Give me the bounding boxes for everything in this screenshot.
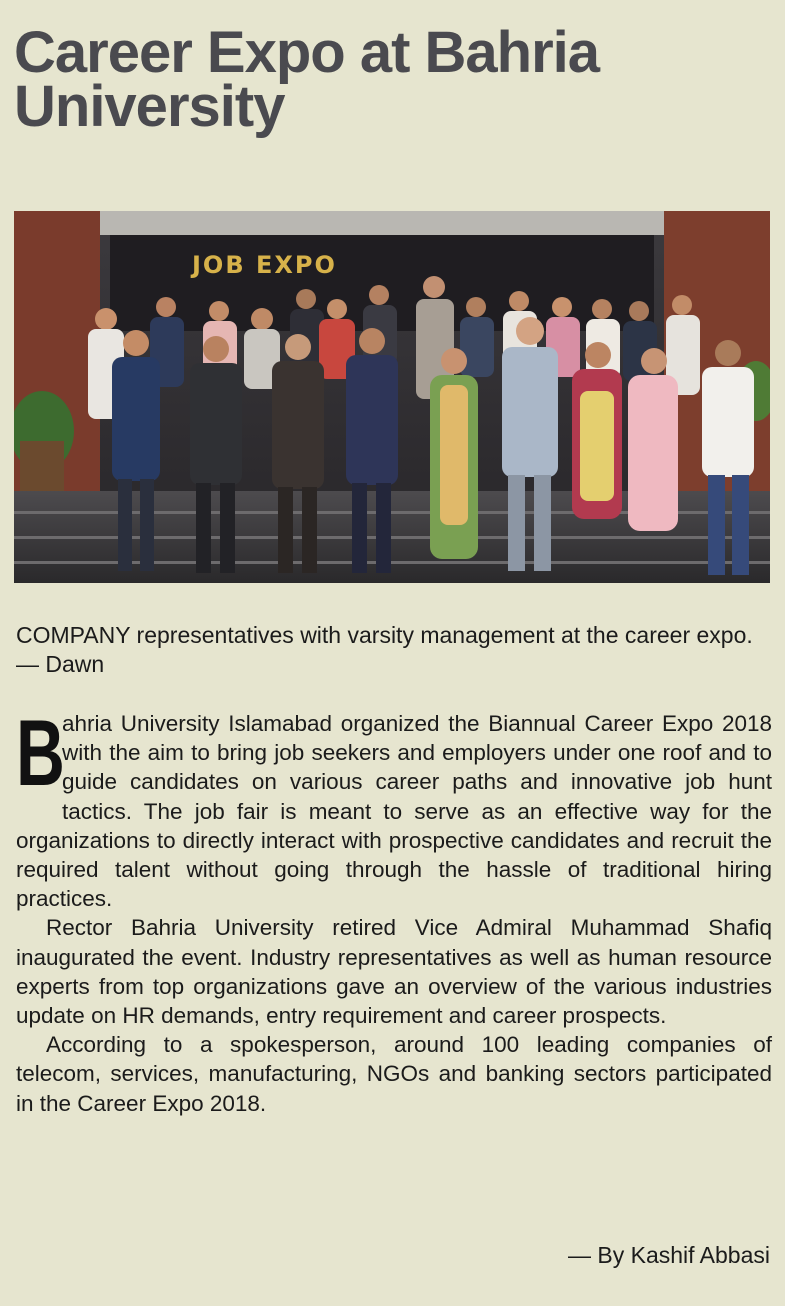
paragraph-1-text: ahria University Islamabad organized the Biannual Career Expo 2018 with the aim to bring job seekers and employers under one roof and to guide candidates on various career paths and innovative job hunt tactics. The job fair is meant to serve as an effective way for the organizations to directly interact with prospective candidates and recruit the required talent without going through the hassle of traditional hiring practices.	[16, 711, 772, 912]
paragraph-3: According to a spokesperson, around 100 leading companies of telecom, services, manufacturing, NGOs and banking sectors participated in the Career Expo 2018.	[16, 1032, 772, 1116]
paragraph-1	[16, 700, 772, 913]
photo-caption: COMPANY representatives with varsity management at the career expo. — Dawn	[16, 622, 753, 677]
group-photo-illustration	[14, 211, 770, 583]
byline: — By Kashif Abbasi	[568, 1242, 770, 1268]
article-body	[16, 700, 772, 1118]
drop-cap: B	[16, 700, 65, 805]
headline: Career Expo at Bahria University	[14, 20, 600, 139]
banner-text: JOB EXPO	[192, 251, 337, 279]
paragraph-2: Rector Bahria University retired Vice Admiral Muhammad Shafiq inaugurated the event. Industry representatives as well as human resource experts from top organizations gave an overview of the various industries update on HR demands, entry requirement and career prospects.	[16, 915, 772, 1029]
group-photo	[14, 211, 770, 583]
